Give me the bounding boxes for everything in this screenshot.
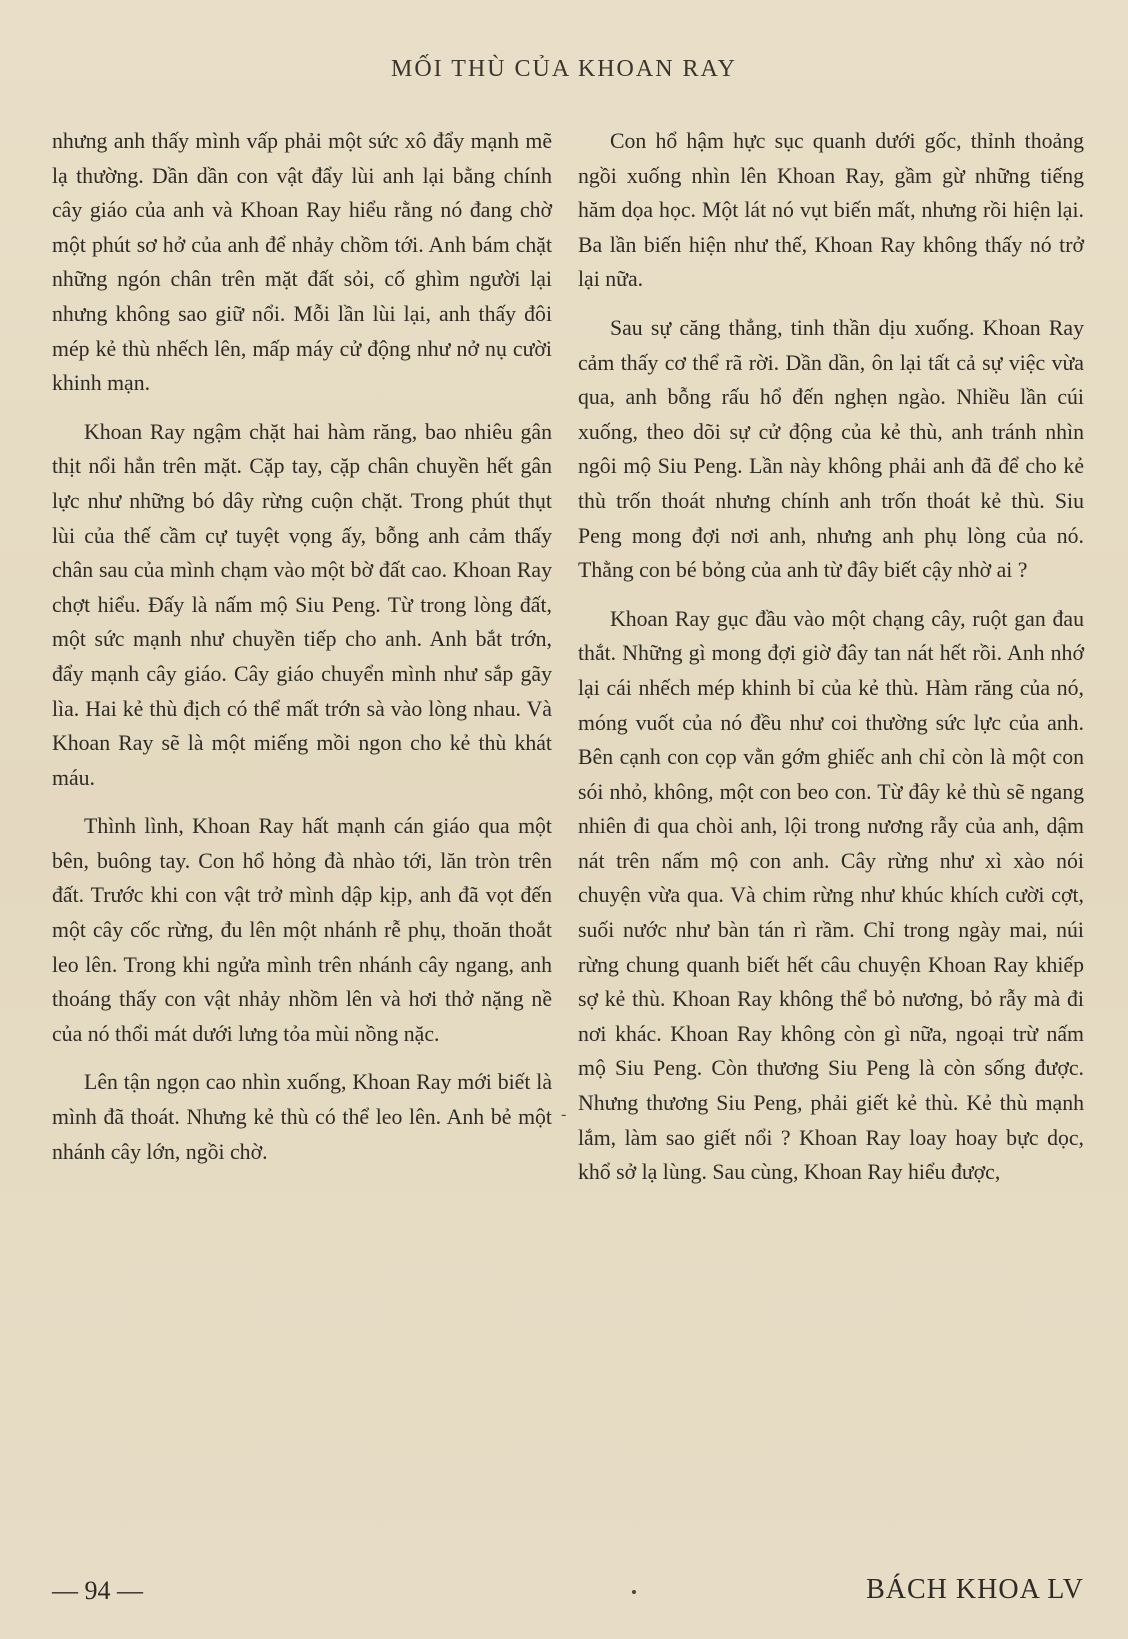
footer-dot: [632, 1590, 636, 1594]
magazine-name: BÁCH KHOA LV: [866, 1574, 1084, 1605]
paragraph: Sau sự căng thẳng, tinh thần dịu xuống. Khoan Ray cảm thấy cơ thể rã rời. Dần dần, ôn lại tất cả sự việc vừa qua, anh bỗng rấu hổ đến nghẹn ngào. Nhiều lần cúi xuống, theo dõi sự cử động của kẻ thù, anh tránh nhìn ngôi mộ Siu Peng. Lần này không phải anh đã để cho kẻ thù trốn thoát nhưng chính anh trốn thoát kẻ thù. Siu Peng mong đợi nơi anh, nhưng anh phụ lòng của nó. Thằng con bé bỏng của anh từ đây biết cậy nhờ ai ?: [578, 315, 1084, 583]
paragraph: Khoan Ray gục đầu vào một chạng cây, ruột gan đau thắt. Những gì mong đợi giờ đây tan nát hết rồi. Anh nhớ lại cái nhếch mép khinh bỉ của kẻ thù. Hàm răng của nó, móng vuốt của nó đều như coi thường sức lực của anh. Bên cạnh con cọp vằn gớm ghiếc anh chỉ còn là một con sói nhỏ, không, một con beo con. Từ đây kẻ thù sẽ ngang nhiên đi qua chòi anh, lội trong nương rẫy của anh, dậm nát trên nấm mộ con anh. Cây rừng như xì xào nói chuyện vừa qua. Và chim rừng như khúc khích cười cợt, suối nước như bàn tán rì rầm. Chỉ trong ngày mai, núi rừng chung quanh biết hết câu chuyện Khoan Ray khiếp sợ kẻ thù. Khoan Ray không thể bỏ nương, bỏ rẫy mà đi nơi khác. Khoan Ray không còn gì nữa, ngoại trừ nấm mộ Siu Peng. Còn thương Siu Peng là còn sống được. Nhưng thương Siu Peng, phải giết kẻ thù. Kẻ thù mạnh lắm, làm sao giết nổi ? Khoan Ray loay hoay bực dọc, khổ sở lạ lùng. Sau cùng, Khoan Ray hiểu được,: [578, 606, 1084, 1185]
paragraph: Thình lình, Khoan Ray hất mạnh cán giáo qua một bên, buông tay. Con hổ hỏng đà nhào tới, lăn tròn trên đất. Trước khi con vật trở mình dập kịp, anh đã vọt đến một cây cốc rừng, đu lên một nhánh rễ phụ, thoăn thoắt leo lên. Trong khi ngửa mình trên nhánh cây ngang, anh thoáng thấy con vật nhảy nhồm lên và hơi thở nặng nề của nó thổi mát dưới lưng tỏa mùi nồng nặc.: [52, 814, 552, 1046]
running-title: MỐI THÙ CỦA KHOAN RAY: [390, 56, 738, 82]
page-number: — 94 —: [52, 1576, 143, 1605]
right-column: [578, 124, 1084, 1204]
margin-mark: -: [561, 1106, 567, 1123]
paragraph: Con hổ hậm hực sục quanh dưới gốc, thỉnh thoảng ngồi xuống nhìn lên Khoan Ray, gầm gừ những tiếng hăm dọa học. Một lát nó vụt biến mất, nhưng rồi hiện lại. Ba lần biến hiện như thế, Khoan Ray không thấy nó trở lại nữa.: [578, 129, 1084, 292]
paragraph: nhưng anh thấy mình vấp phải một sức xô đẩy mạnh mẽ lạ thường. Dần dần con vật đẩy lùi anh lại bằng chính cây giáo của anh và Khoan Ray hiểu rằng nó đang chờ một phút sơ hở của anh để nhảy chồm tới. Anh bám chặt những ngón chân trên mặt đất sỏi, cố ghìm người lại nhưng không sao giữ nổi. Mỗi lần lùi lại, anh thấy đôi mép kẻ thù nhếch lên, mấp máy cử động như nở nụ cười khinh mạn.: [52, 129, 552, 396]
left-column: [52, 124, 552, 1183]
paragraph: Khoan Ray ngậm chặt hai hàm răng, bao nhiêu gân thịt nổi hẳn trên mặt. Cặp tay, cặp chân chuyền hết gân lực như những bó dây rừng cuộn chặt. Trong phút thụt lùi của thế cầm cự tuyệt vọng ấy, bỗng anh cảm thấy chân sau của mình chạm vào một bờ đất cao. Khoan Ray chợt hiểu. Đấy là nấm mộ Siu Peng. Từ trong lòng đất, một sức mạnh như chuyền tiếp cho anh. Anh bắt trớn, đẩy mạnh cây giáo. Cây giáo chuyển mình như sắp gãy lìa. Hai kẻ thù địch có thể mất trớn sà vào lòng nhau. Và Khoan Ray sẽ là một miếng mồi ngon cho kẻ thù khát máu.: [52, 419, 552, 790]
paragraph: Lên tận ngọn cao nhìn xuống, Khoan Ray mới biết là mình đã thoát. Nhưng kẻ thù có thể leo lên. Anh bẻ một nhánh cây lớn, ngồi chờ.: [52, 1070, 552, 1164]
